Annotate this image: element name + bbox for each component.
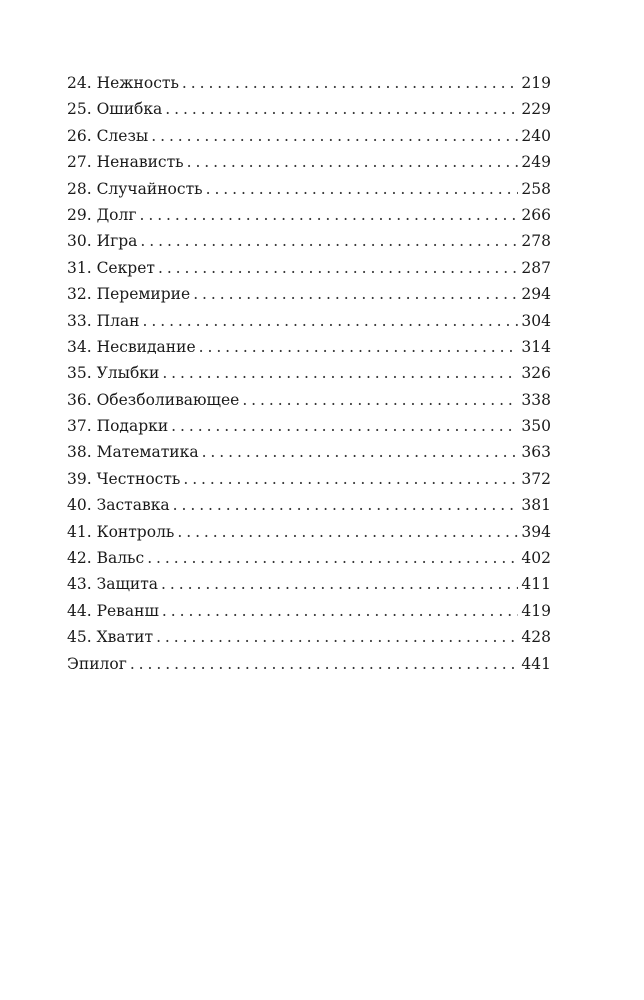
toc-page-number: 411 bbox=[521, 575, 551, 594]
dot-leader bbox=[187, 149, 519, 175]
toc-page-number: 249 bbox=[521, 153, 551, 172]
toc-entry-title: 45. Хватит bbox=[67, 628, 154, 647]
toc-entry bbox=[67, 571, 551, 597]
dot-leader bbox=[173, 492, 519, 518]
toc-entry-title: 37. Подарки bbox=[67, 417, 169, 436]
toc-page-number: 441 bbox=[521, 654, 551, 673]
toc-entry bbox=[67, 96, 551, 122]
toc-page-number: 363 bbox=[521, 443, 551, 462]
toc-entry bbox=[67, 387, 551, 413]
toc-entry-title: 43. Защита bbox=[67, 575, 159, 594]
dot-leader bbox=[177, 519, 518, 545]
toc-entry-title: 34. Несвидание bbox=[67, 337, 196, 356]
toc-page-number: 240 bbox=[521, 126, 551, 145]
dot-leader bbox=[151, 123, 518, 149]
toc-entry-title: 24. Нежность bbox=[67, 74, 179, 92]
toc-page-number: 402 bbox=[521, 549, 551, 568]
toc-entry-title: 35. Улыбки bbox=[67, 364, 160, 383]
toc-entry-title: 33. План bbox=[67, 311, 140, 330]
toc-page-number: 338 bbox=[521, 390, 551, 409]
dot-leader bbox=[156, 624, 518, 650]
toc-page-number: 326 bbox=[521, 364, 551, 383]
toc-entry-title: 44. Реванш bbox=[67, 601, 159, 620]
dot-leader bbox=[161, 571, 518, 597]
dot-leader bbox=[165, 96, 518, 122]
dot-leader bbox=[140, 228, 518, 254]
dot-leader bbox=[130, 651, 519, 677]
toc-entry bbox=[67, 492, 551, 518]
toc-entry-title: 28. Случайность bbox=[67, 179, 203, 198]
toc-entry bbox=[67, 149, 551, 175]
dot-leader bbox=[183, 466, 518, 492]
dot-leader bbox=[147, 545, 518, 571]
toc-page-number: 219 bbox=[521, 74, 551, 92]
toc-page-number: 258 bbox=[521, 179, 551, 198]
dot-leader bbox=[202, 439, 519, 465]
toc-entry bbox=[67, 123, 551, 149]
toc-entry-title: 25. Ошибка bbox=[67, 100, 163, 119]
toc-entry bbox=[67, 545, 551, 571]
toc-page-number: 266 bbox=[521, 205, 551, 224]
dot-leader bbox=[242, 387, 518, 413]
toc-entry bbox=[67, 439, 551, 465]
toc-page-number: 381 bbox=[521, 496, 551, 515]
toc-entry-title: Эпилог bbox=[67, 654, 127, 673]
toc-entry-title: 36. Обезболивающее bbox=[67, 390, 240, 409]
toc-page-number: 304 bbox=[521, 311, 551, 330]
toc-page-number: 372 bbox=[521, 469, 551, 488]
dot-leader bbox=[158, 255, 518, 281]
toc-entry-title: 29. Долг bbox=[67, 205, 137, 224]
dot-leader bbox=[171, 413, 518, 439]
toc-page-number: 287 bbox=[521, 258, 551, 277]
toc-entry bbox=[67, 176, 551, 202]
table-of-contents bbox=[67, 70, 551, 677]
toc-entry-title: 38. Математика bbox=[67, 443, 199, 462]
toc-entry-title: 26. Слезы bbox=[67, 126, 149, 145]
toc-entry bbox=[67, 334, 551, 360]
dot-leader bbox=[193, 281, 518, 307]
toc-entry bbox=[67, 651, 551, 677]
toc-entry bbox=[67, 70, 551, 96]
toc-page-number: 428 bbox=[521, 628, 551, 647]
toc-entry bbox=[67, 228, 551, 254]
dot-leader bbox=[143, 308, 519, 334]
dot-leader bbox=[162, 598, 519, 624]
toc-entry bbox=[67, 308, 551, 334]
toc-entry bbox=[67, 519, 551, 545]
toc-entry bbox=[67, 413, 551, 439]
toc-entry-title: 39. Честность bbox=[67, 469, 181, 488]
toc-entry-title: 30. Игра bbox=[67, 232, 138, 251]
dot-leader bbox=[199, 334, 519, 360]
toc-entry bbox=[67, 281, 551, 307]
toc-entry-title: 41. Контроль bbox=[67, 522, 175, 541]
toc-entry-title: 27. Ненависть bbox=[67, 153, 184, 172]
toc-page-number: 278 bbox=[521, 232, 551, 251]
toc-page-number: 419 bbox=[521, 601, 551, 620]
toc-page-number: 394 bbox=[521, 522, 551, 541]
toc-entry-title: 40. Заставка bbox=[67, 496, 170, 515]
toc-entry-title: 32. Перемирие bbox=[67, 285, 191, 304]
toc-page-number: 314 bbox=[521, 337, 551, 356]
dot-leader bbox=[206, 176, 519, 202]
toc-entry bbox=[67, 202, 551, 228]
toc-page-number: 294 bbox=[521, 285, 551, 304]
dot-leader bbox=[162, 360, 518, 386]
toc-entry-title: 31. Секрет bbox=[67, 258, 155, 277]
toc-page-number: 350 bbox=[521, 417, 551, 436]
toc-entry bbox=[67, 360, 551, 386]
toc-entry bbox=[67, 598, 551, 624]
toc-entry bbox=[67, 624, 551, 650]
toc-entry bbox=[67, 466, 551, 492]
toc-entry-title: 42. Вальс bbox=[67, 549, 145, 568]
toc-entry bbox=[67, 255, 551, 281]
dot-leader bbox=[139, 202, 518, 228]
toc-page-number: 229 bbox=[521, 100, 551, 119]
dot-leader bbox=[182, 70, 519, 96]
